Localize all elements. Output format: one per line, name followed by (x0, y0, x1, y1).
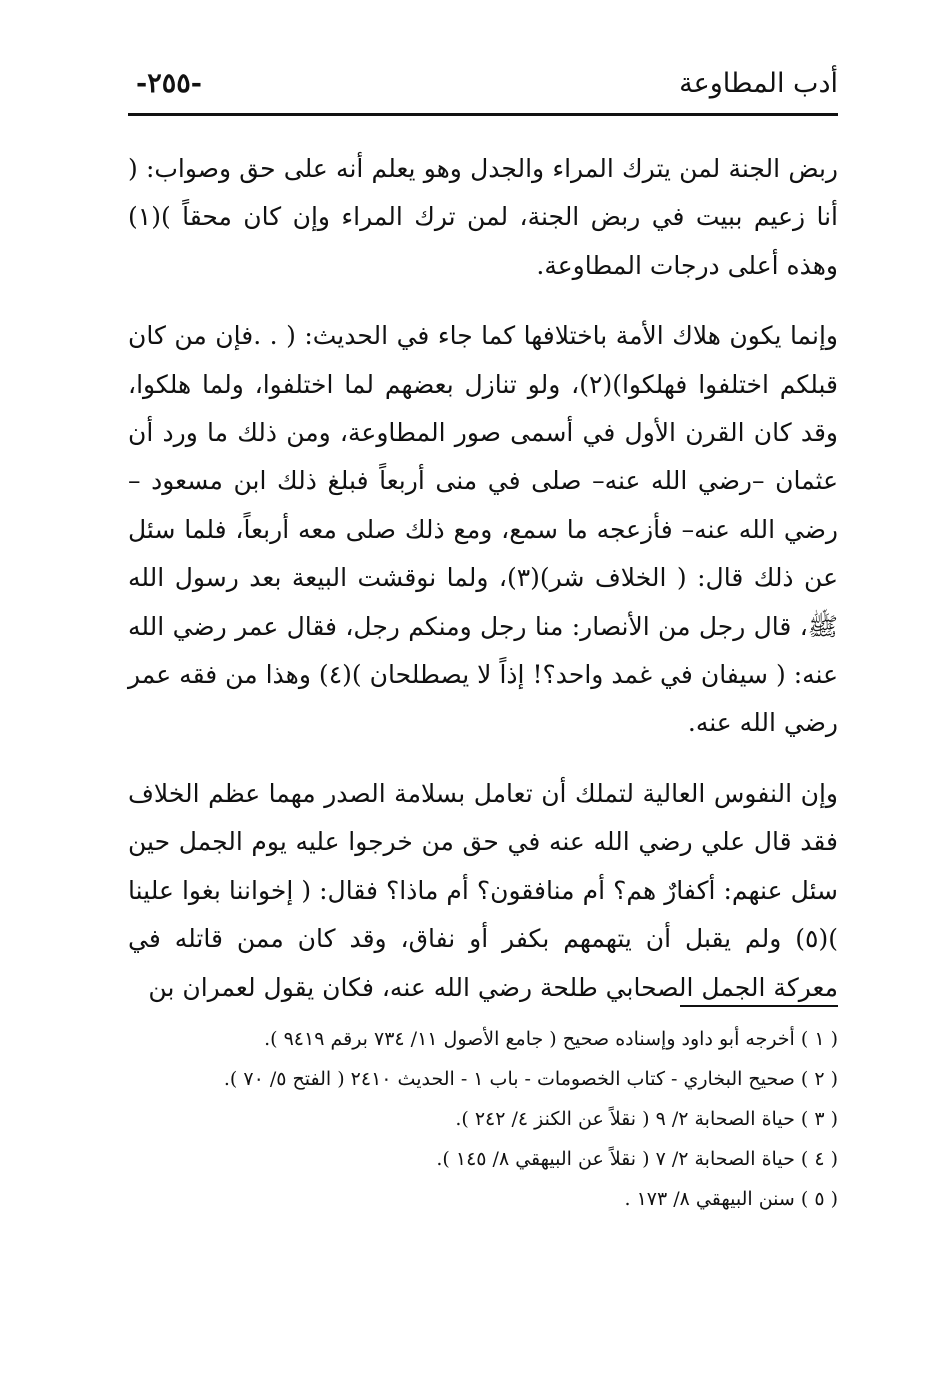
body-text (128, 145, 838, 1012)
footnotes (128, 1024, 838, 1224)
footnote-2: ( ٢ ) صحيح البخاري - كتاب الخصومات - باب ١ - الحديث ٢٤١٠ ( الفتح ٥/ ٧٠ ). (223, 1068, 838, 1090)
footnote-3: ( ٣ ) حياة الصحابة ٢/ ٩ ( نقلاً عن الكنز ٤/ ٢٤٢ ). (455, 1108, 838, 1130)
footnote-5: ( ٥ ) سنن البيهقي ٨/ ١٧٣ . (624, 1188, 838, 1210)
running-title: أدب المطاوعة (679, 67, 838, 99)
paragraph-2: وإنما يكون هلاك الأمة باختلافها كما جاء في الحديث: ( . .فإن من كان قبلكم اختلفوا فهلكوا)(٢)، ولو تنازل بعضهم لما اختلفوا، ولما هلكوا، وقد كان القرن الأول في أسمى صور المطاوعة، ومن ذلك ما ورد أن عثمان –رضي الله عنه– صلى في منى أربعاً فبلغ ذلك ابن مسعود –رضي الله عنه– فأزعجه ما سمع، ومع ذلك صلى معه أربعاً، فلما سئل عن ذلك قال: ( الخلاف شر)(٣)، ولما نوقشت البيعة بعد رسول الله ﷺ، قال رجل من الأنصار: منا رجل ومنكم رجل، فقال عمر رضي الله عنه: ( سيفان في غمد واحد؟! إذاً لا يصطلحان )(٤) وهذا من فقه عمر رضي الله عنه. (128, 321, 838, 738)
footnote-4: ( ٤ ) حياة الصحابة ٢/ ٧ ( نقلاً عن البيهقي ٨/ ١٤٥ ). (436, 1148, 838, 1170)
page-header (128, 60, 838, 100)
footnote-1: ( ١ ) أخرجه أبو داود وإسناده صحيح ( جامع الأصول ١١/ ٧٣٤ برقم ٩٤١٩ ). (264, 1028, 838, 1050)
page-number: -٢٥٥- (136, 67, 202, 99)
header-rule (128, 113, 838, 116)
footnote-rule (680, 1005, 838, 1007)
paragraph-3: وإن النفوس العالية لتملك أن تعامل بسلامة الصدر مهما عظم الخلاف فقد قال علي رضي الله عنه في حق من خرجوا عليه يوم الجمل حين سئل عنهم: أكفارٌ هم؟ أم منافقون؟ أم ماذا؟ فقال: ( إخواننا بغوا علينا )(٥) ولم يقبل أن يتهمهم بكفر أو نفاق، وقد كان ممن قاتله في معركة الجمل الصحابي طلحة رضي الله عنه، فكان يقول لعمران بن (128, 778, 838, 1002)
paragraph-1: ربض الجنة لمن يترك المراء والجدل وهو يعلم أنه على حق وصواب: ( أنا زعيم ببيت في ربض الجنة، لمن ترك المراء وإن كان محقاً )(١) وهذه أعلى درجات المطاوعة. (128, 154, 838, 280)
